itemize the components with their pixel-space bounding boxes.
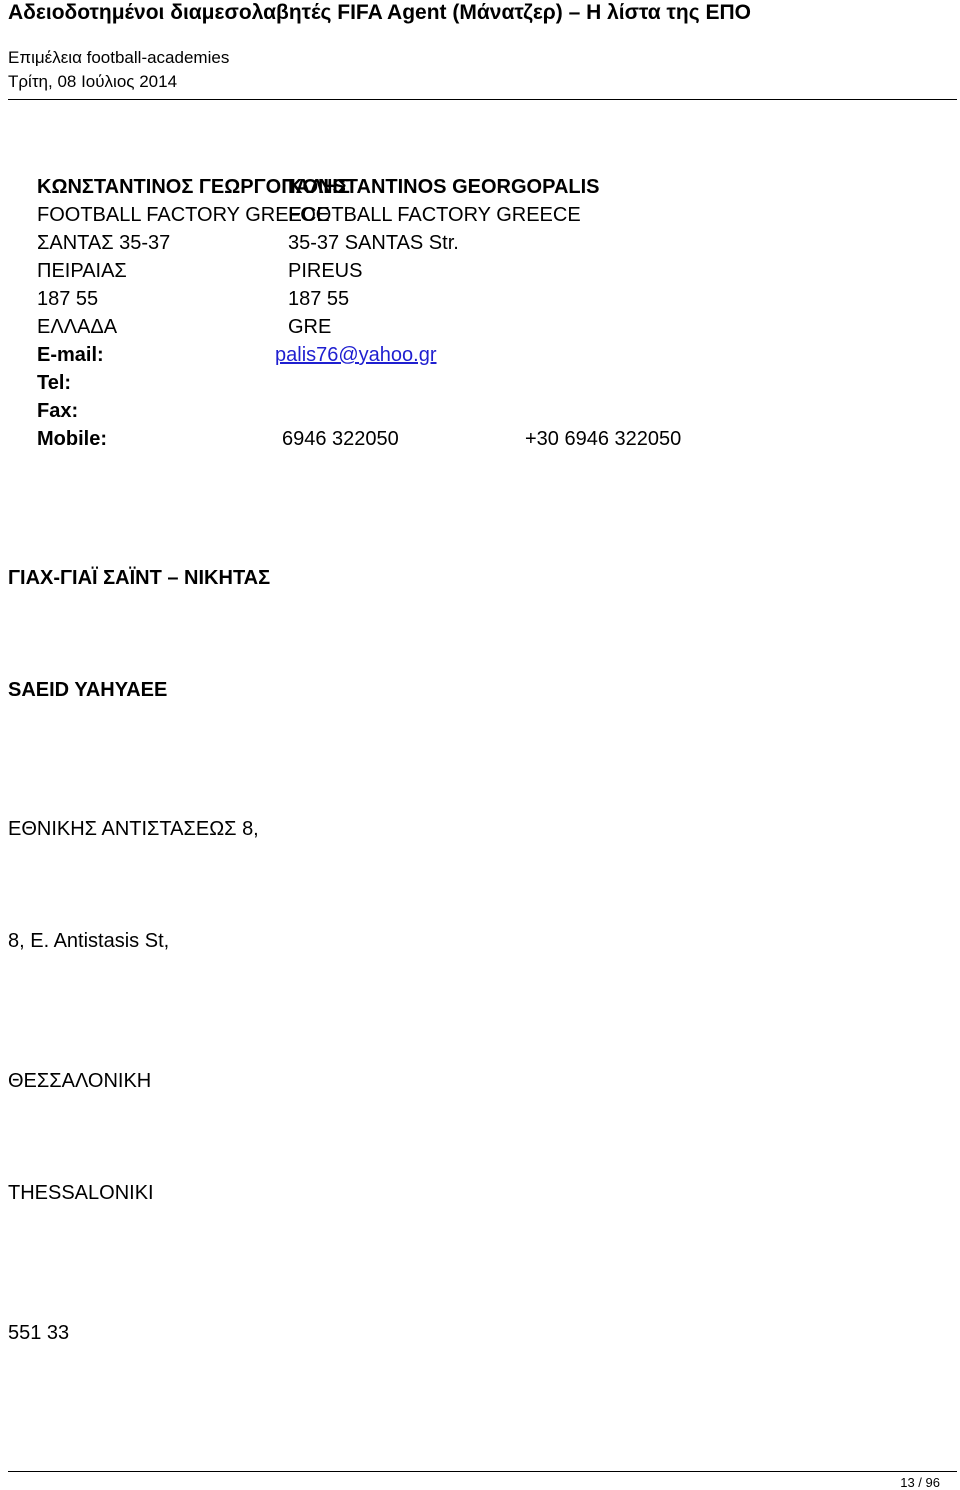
street-latin: 8, E. Antistasis St,: [8, 930, 170, 952]
mobile-international: +30 6946 322050: [525, 428, 682, 450]
mobile-local: 6946 322050: [282, 428, 399, 450]
mobile-label: Mobile:: [37, 428, 107, 450]
agent-name-latin: KONSTANTINOS GEORGOPALIS: [288, 176, 600, 198]
document-title: Αδειοδοτημένοι διαμεσολαβητές FIFA Agent (Μάνατζερ) – Η λίστα της ΕΠΟ: [8, 1, 751, 24]
city-greek: ΠΕΙΡΑΙΑΣ: [37, 260, 127, 282]
page-number: 13 / 96: [900, 1475, 940, 1490]
country-latin: GRE: [288, 316, 332, 338]
city-latin: PIREUS: [288, 260, 363, 282]
city-latin: THESSALONIKI: [8, 1182, 154, 1204]
company-greek: FOOTBALL FACTORY GREECE: [37, 204, 330, 226]
fax-label: Fax:: [37, 400, 79, 422]
country-greek: ΕΛΛΑΔΑ: [37, 316, 118, 338]
email-label: E-mail:: [37, 344, 104, 366]
zip-latin: 187 55: [288, 288, 350, 310]
publish-date: Τρίτη, 08 Ιούλιος 2014: [8, 72, 178, 91]
street-greek: ΕΘΝΙΚΗΣ ΑΝΤΙΣΤΑΣΕΩΣ 8,: [8, 818, 259, 840]
zip-code: 551 33: [8, 1322, 70, 1344]
email-link[interactable]: palis76@yahoo.gr: [275, 344, 437, 366]
street-latin: 35-37 SANTAS Str.: [288, 232, 459, 254]
agent-name-latin: SAEID YAHYAEE: [8, 679, 168, 701]
zip-greek: 187 55: [37, 288, 99, 310]
header-divider: [8, 99, 957, 100]
footer-divider: [8, 1471, 957, 1472]
company-latin: FOOTBALL FACTORY GREECE: [288, 204, 581, 226]
city-greek: ΘΕΣΣΑΛΟΝΙΚΗ: [8, 1070, 152, 1092]
editor-credit: Επιμέλεια football-academies: [8, 48, 230, 67]
street-greek: ΣΑΝΤΑΣ 35-37: [37, 232, 171, 254]
tel-label: Tel:: [37, 372, 72, 394]
agent-name-greek: ΚΩΝΣΤΑΝΤΙΝΟΣ ΓΕΩΡΓΟΠΑΛΗΣ: [37, 176, 350, 198]
agent-name-greek: ΓΙΑΧ-ΓΙΑΪ ΣΑΪΝΤ – ΝΙΚΗΤΑΣ: [8, 567, 271, 589]
